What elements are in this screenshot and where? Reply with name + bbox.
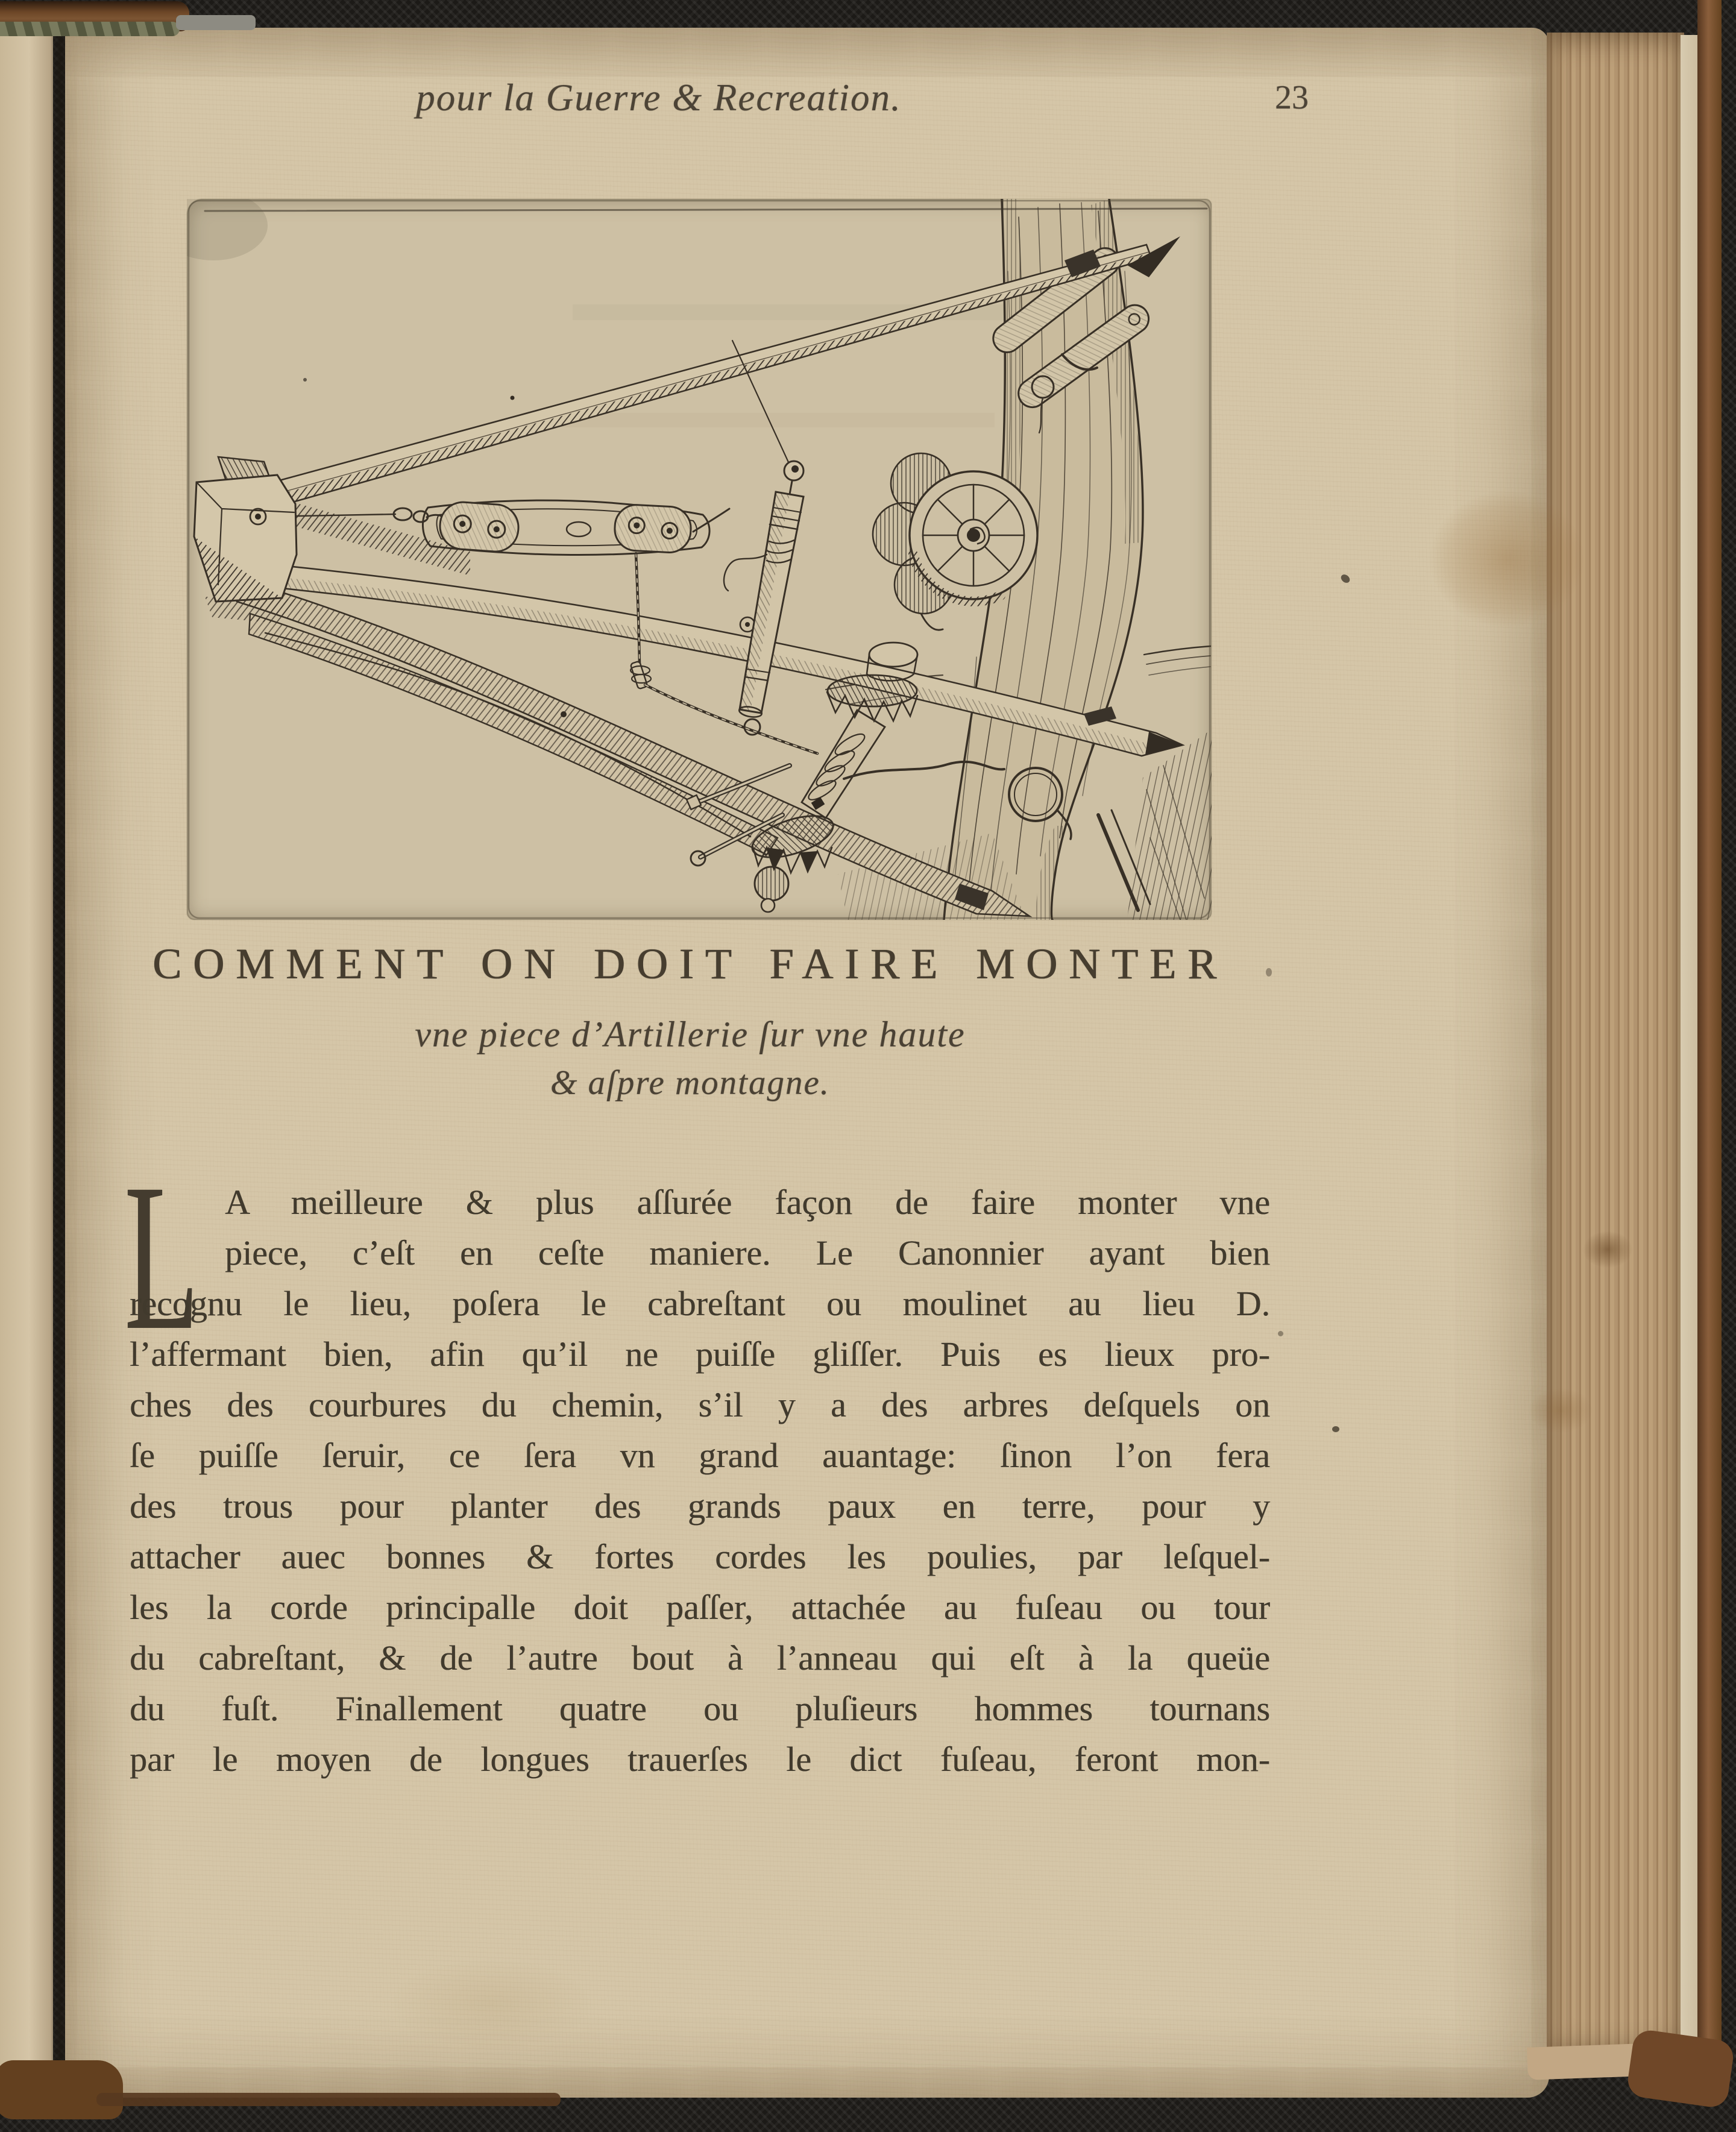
ink-speck <box>1332 1426 1339 1432</box>
drop-cap: L <box>124 1140 200 1374</box>
body-line: ſe puiſſe ſeruir, ce ſera vn grand auantage: ſinon l’on fera <box>130 1436 1270 1475</box>
body-paragraph <box>130 1177 1270 1785</box>
chapter-subtitle-line2: & aſpre montagne. <box>550 1064 831 1102</box>
running-header: pour la Guerre & Recreation. <box>416 77 902 119</box>
cover-leather-corner-br <box>1626 2028 1735 2109</box>
facing-page-edge <box>0 31 53 2076</box>
paper-stain <box>1518 1380 1603 1441</box>
engraving-svg <box>187 199 1212 920</box>
body-line: du fuſt. Finallement quatre ou pluſieurs hommes tournans <box>130 1689 1270 1728</box>
headband-core <box>176 15 256 30</box>
chapter-heading: COMMENT ON DOIT FAIRE MONTER <box>152 940 1228 988</box>
cover-leather-corner <box>0 2060 123 2119</box>
engraving-illustration <box>187 199 1212 920</box>
body-line: du cabreſtant, & de l’autre bout à l’anneau qui eſt à la queüe <box>130 1638 1270 1678</box>
cover-leather-right <box>1697 0 1722 2098</box>
ink-speck <box>1278 1331 1283 1336</box>
body-line: par le moyen de longues trauerſes le dict fuſeau, feront mon- <box>130 1740 1270 1779</box>
page-number: 23 <box>1275 79 1309 116</box>
body-line: l’affermant bien, afin qu’il ne puiſſe gliſſer. Puis es lieux pro- <box>130 1335 1270 1374</box>
body-line: les la corde principalle doit paſſer, attachée au fuſeau ou tour <box>130 1588 1270 1627</box>
cover-leather-bottom <box>96 2093 561 2106</box>
paper-stain <box>1404 469 1609 650</box>
page-fore-edge <box>1547 33 1684 2057</box>
body-line: A meilleure & plus aſſurée façon de faire monter vne <box>225 1183 1270 1222</box>
body-line: des trous pour planter des grands paux en terre, pour y <box>130 1486 1270 1526</box>
endband <box>0 22 180 36</box>
apex-beam-ends <box>194 457 297 623</box>
cannon-barrel <box>724 461 804 735</box>
paper-stain <box>362 1947 621 2061</box>
body-line: attacher auec bonnes & fortes cordes les poulies, par leſquel- <box>130 1537 1270 1576</box>
paper-stain <box>1574 1225 1641 1274</box>
ink-speck <box>1266 968 1272 976</box>
chapter-subtitle-line1: vne piece d’Artillerie ſur vne haute <box>415 1014 966 1054</box>
body-line: piece, c’eſt en ceſte maniere. Le Canonnier ayant bien <box>225 1233 1270 1272</box>
body-line: ches des courbures du chemin, s’il y a des arbres deſquels on <box>130 1385 1270 1424</box>
body-line: recognu le lieu, poſera le cabreſtant ou moulinet au lieu D. <box>130 1284 1270 1323</box>
